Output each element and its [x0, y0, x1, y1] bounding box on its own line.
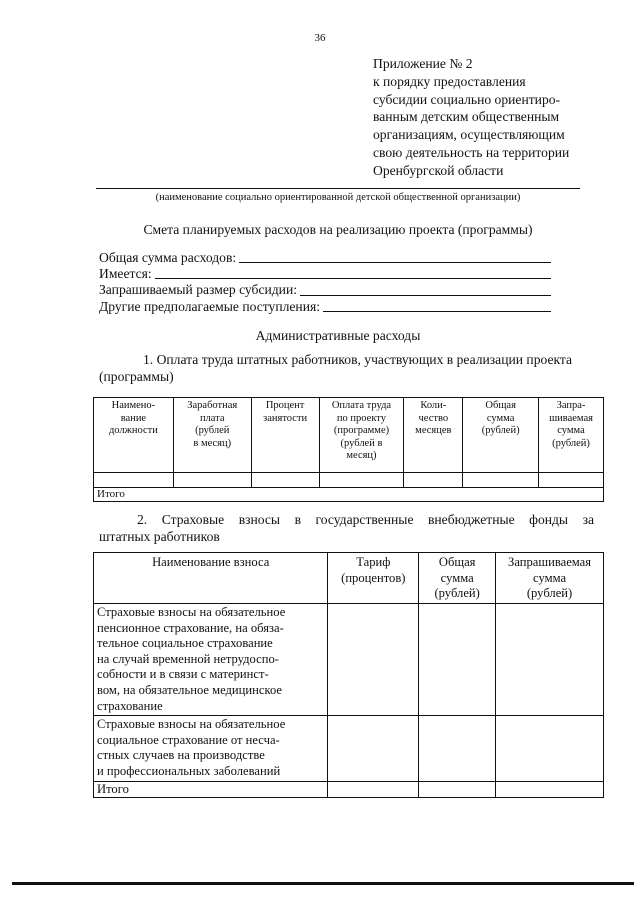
field-label: Имеется: — [99, 266, 152, 282]
appendix-heading — [373, 55, 569, 180]
section-1-line: 1. Оплата труда штатных работников, участвующих в реализации проекта — [143, 352, 573, 367]
contribution-accident-insurance: Страховые взносы на обязательное социальное страхование от несча- стных случаев на производстве и профессиональных заболеваний — [94, 716, 328, 781]
appendix-line: Оренбургской области — [373, 162, 504, 178]
header-months: Коли- чество месяцев — [404, 398, 463, 473]
table-row — [94, 473, 604, 488]
header-requested-sum: Запрашиваемая сумма (рублей) — [496, 553, 604, 604]
total-row — [94, 488, 604, 502]
section-1-line: (программы) — [99, 369, 174, 384]
appendix-line: ванным детским общественным — [373, 109, 560, 125]
section-2-line: 2. Страховые взносы в государственные внебюджетные фонды за — [137, 512, 594, 527]
total-label: Итого — [94, 781, 328, 798]
field-available — [99, 266, 551, 282]
fill-line — [239, 262, 551, 263]
section-1-heading — [99, 351, 594, 385]
empty-cell — [328, 781, 419, 798]
header-salary: Заработная плата (рублей в месяц) — [173, 398, 251, 473]
section-2-line: штатных работников — [99, 529, 220, 544]
header-tariff: Тариф (процентов) — [328, 553, 419, 604]
empty-cell — [94, 473, 174, 488]
summary-fields — [99, 250, 551, 315]
empty-cell — [463, 473, 539, 488]
bottom-rule — [12, 882, 634, 885]
empty-cell — [496, 604, 604, 716]
table-header-row — [94, 553, 604, 604]
fill-line — [155, 278, 551, 279]
field-label: Запрашиваемый размер субсидии: — [99, 282, 298, 298]
empty-cell — [328, 716, 419, 781]
insurance-contributions-table — [93, 552, 604, 798]
admin-expenses-title: Административные расходы — [255, 328, 421, 343]
table-row — [94, 604, 604, 716]
header-position: Наимено- вание должности — [94, 398, 174, 473]
field-label: Другие предполагаемые поступления: — [99, 298, 321, 314]
header-total-sum: Общая сумма (рублей) — [419, 553, 496, 604]
appendix-line: к порядку предоставления — [373, 73, 526, 89]
field-label: Общая сумма расходов: — [99, 250, 237, 265]
contribution-pension-medical: Страховые взносы на обязательное пенсионное страхование, на обяза- тельное социальное страхование на случай временной нетрудоспо- собности и в связи с материнст- вом, на обязательное медицинское страхование — [94, 604, 328, 716]
field-requested-subsidy — [99, 282, 551, 298]
table-row — [94, 716, 604, 781]
header-contribution-name: Наименование взноса — [94, 553, 328, 604]
fill-line — [323, 311, 551, 312]
header-requested-sum: Запра- шиваемая сумма (рублей) — [539, 398, 604, 473]
fill-line — [300, 295, 551, 296]
total-row — [94, 781, 604, 798]
org-name-caption: (наименование социально ориентированной детской общественной организации) — [155, 192, 521, 203]
empty-cell — [419, 781, 496, 798]
empty-cell — [496, 781, 604, 798]
appendix-line: субсидии социально ориентиро- — [373, 91, 561, 107]
section-2-heading — [99, 511, 594, 545]
header-total-sum: Общая сумма (рублей) — [463, 398, 539, 473]
empty-cell — [539, 473, 604, 488]
table-header-row — [94, 398, 604, 473]
appendix-line: свою деятельность на территории — [373, 144, 570, 160]
empty-cell — [251, 473, 319, 488]
header-employment-percent: Процент занятости — [251, 398, 319, 473]
estimate-title: Смета планируемых расходов на реализацию проекта (программы) — [143, 222, 533, 237]
empty-cell — [173, 473, 251, 488]
field-total-expenses — [99, 250, 551, 266]
field-other-income — [99, 299, 551, 315]
page-number: 36 — [314, 32, 326, 44]
total-label: Итого — [94, 488, 604, 502]
empty-cell — [328, 604, 419, 716]
empty-cell — [419, 604, 496, 716]
empty-cell — [319, 473, 404, 488]
header-project-pay: Оплата труда по проекту (программе) (рублей в месяц) — [319, 398, 404, 473]
org-name-line — [96, 188, 580, 189]
empty-cell — [404, 473, 463, 488]
appendix-line: Приложение № 2 — [373, 56, 473, 71]
empty-cell — [496, 716, 604, 781]
empty-cell — [419, 716, 496, 781]
appendix-line: организациям, осуществляющим — [373, 127, 565, 143]
staff-salary-table — [93, 397, 604, 502]
